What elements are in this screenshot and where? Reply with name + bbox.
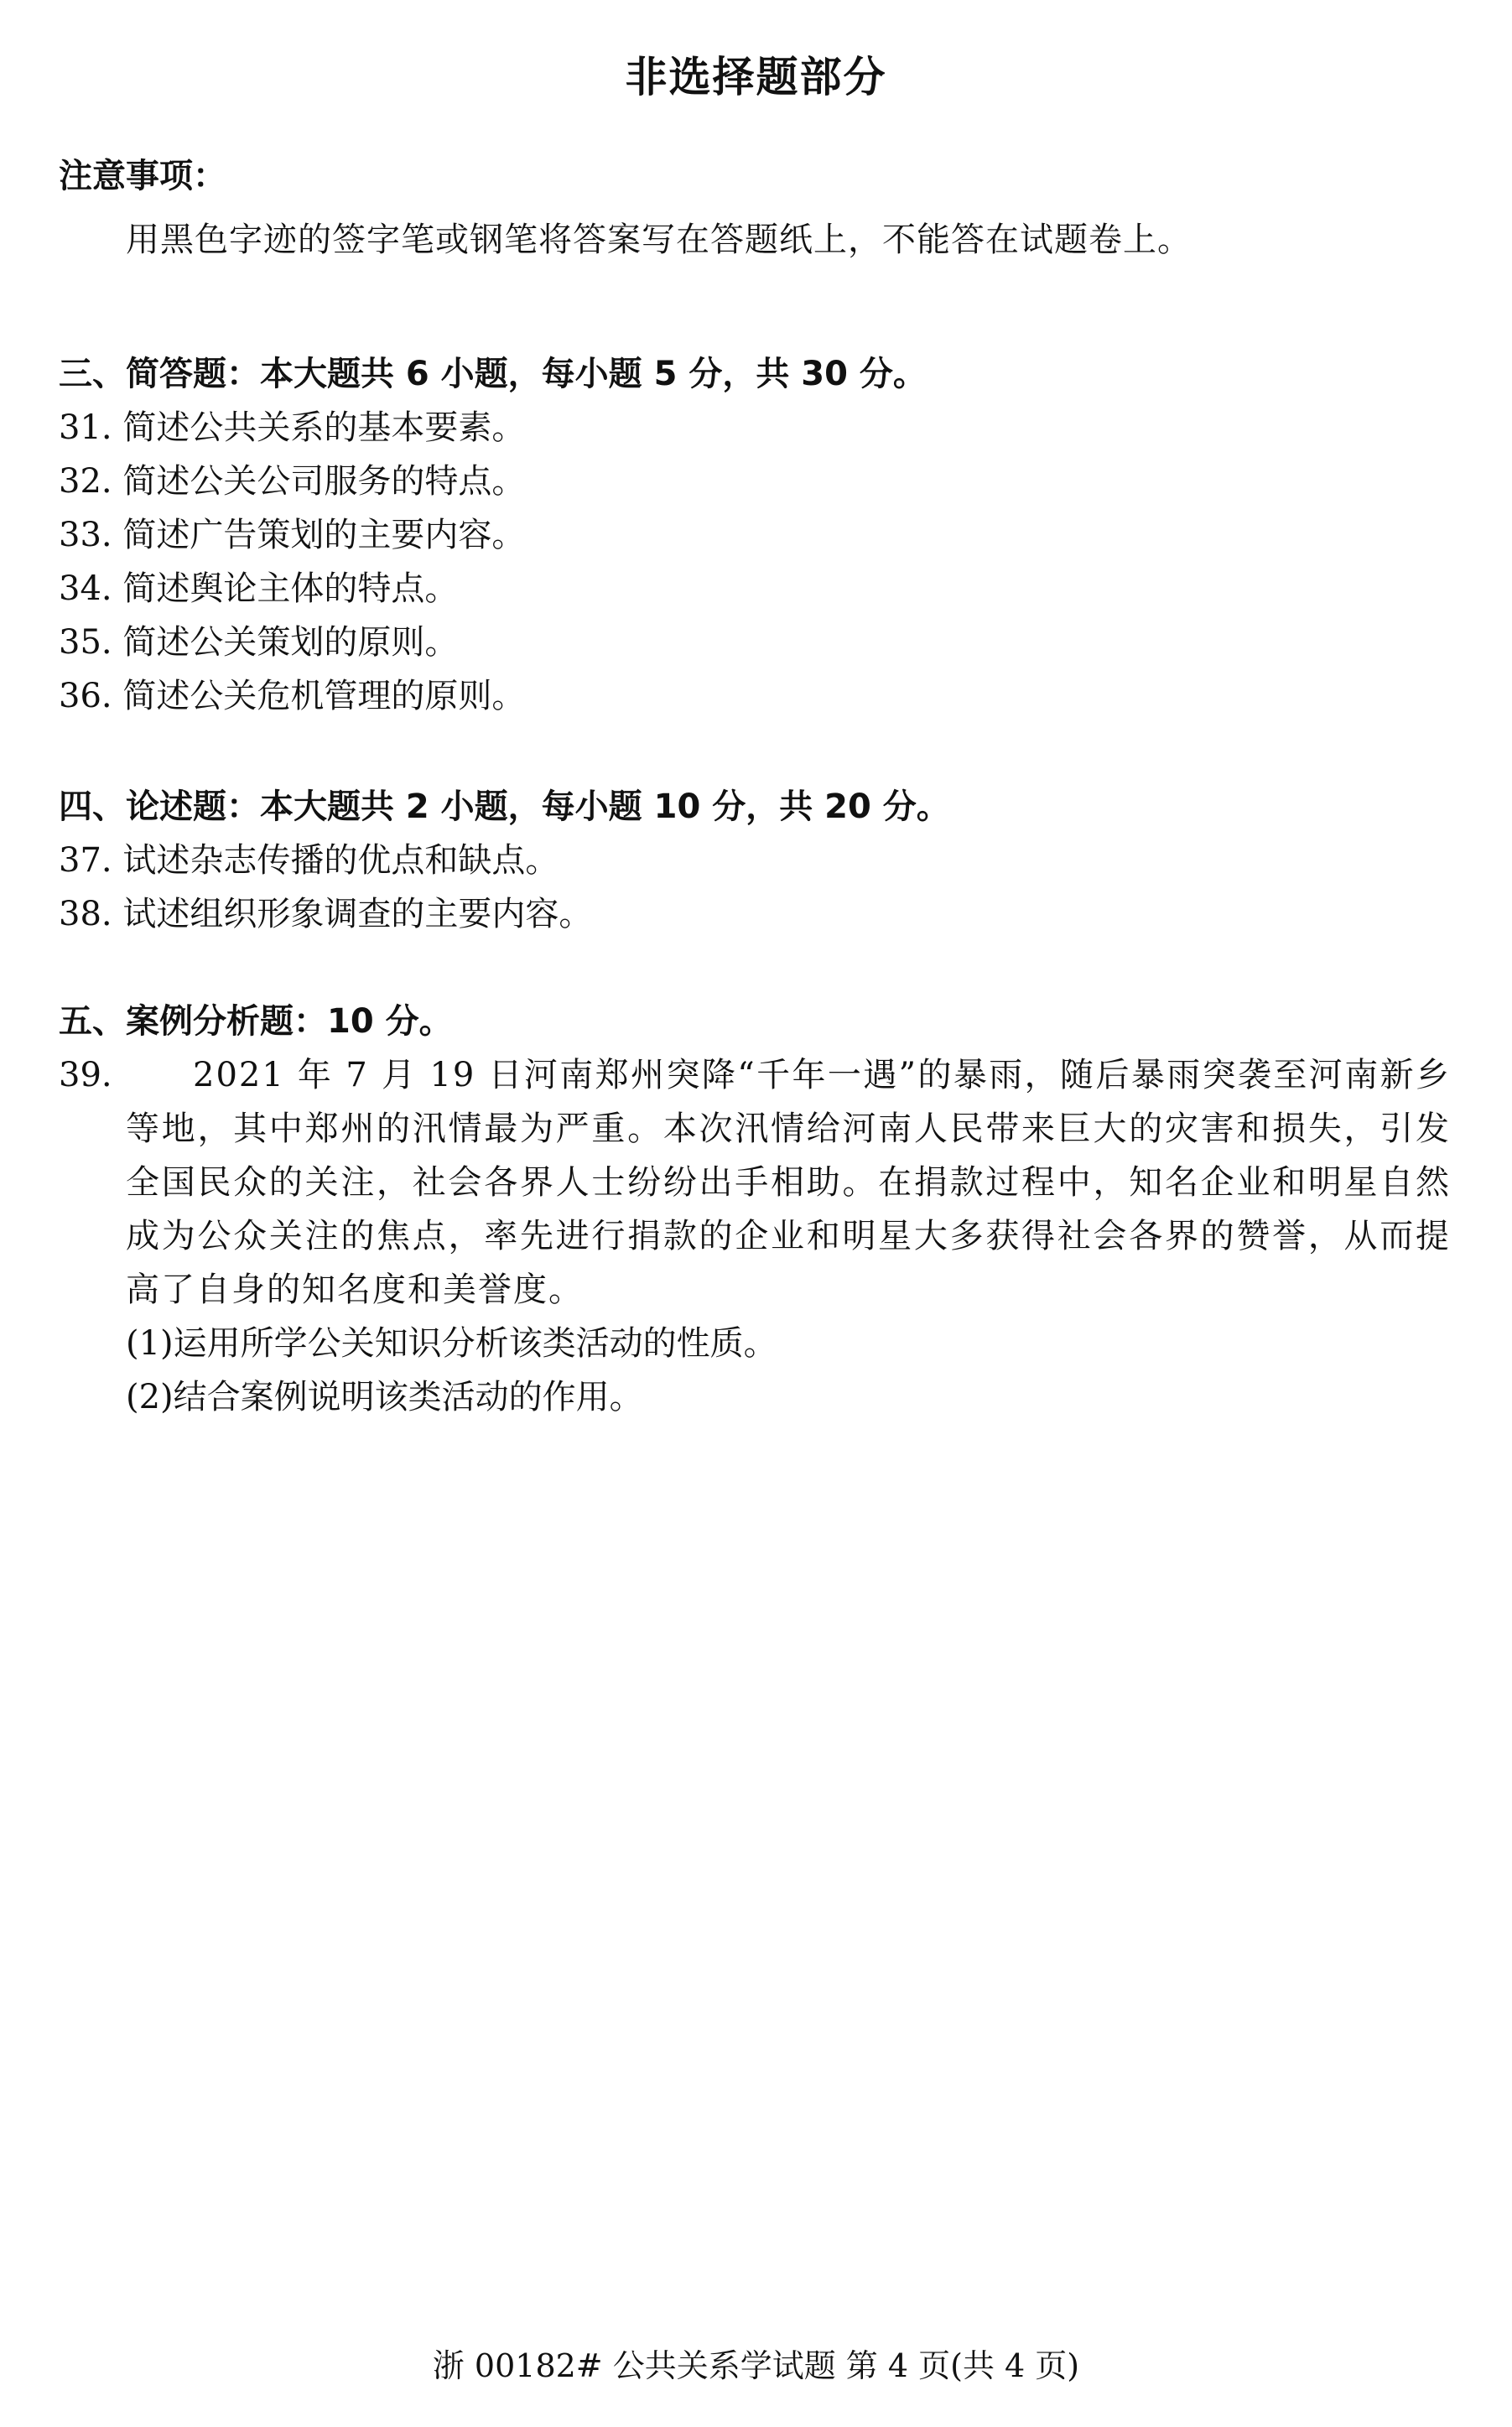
question-number: 39. [59, 1056, 112, 1094]
sub-question-2: (2)结合案例说明该类活动的作用。 [126, 1378, 643, 1416]
question-33: 33. 简述广告策划的主要内容。 [59, 516, 526, 554]
question-35: 35. 简述公关策划的原则。 [59, 623, 459, 662]
essay-section [59, 780, 1468, 941]
case-text: 2021 年 7 月 19 日河南郑州突降“千年一遇”的暴雨，随后暴雨突袭至河南新乡等地，其中郑州的汛情最为严重。本次汛情给河南人民带来巨大的灾害和损失，引发全国民众的关注，社会各界人士纷纷出手相助。在捐款过程中，知名企业和明星自然成为公众关注的焦点，率先进行捐款的企业和明星大多获得社会各界的赞誉，从而提高了自身的知名度和美誉度。 [126, 1056, 1451, 1309]
question-37: 37. 试述杂志传播的优点和缺点。 [59, 841, 559, 880]
question-34: 34. 简述舆论主体的特点。 [59, 569, 459, 608]
short-answer-section [59, 347, 1468, 723]
question-36: 36. 简述公关危机管理的原则。 [59, 677, 526, 715]
question-31: 31. 简述公共关系的基本要素。 [59, 408, 526, 447]
notice-heading: 注意事项： [59, 157, 226, 195]
question-38: 38. 试述组织形象调查的主要内容。 [59, 895, 593, 933]
question-39 [59, 1048, 1468, 1317]
case-section [59, 995, 1468, 1424]
section-heading: 五、案例分析题：10 分。 [59, 1002, 453, 1041]
question-32: 32. 简述公关公司服务的特点。 [59, 462, 526, 501]
sub-question-1: (1)运用所学公关知识分析该类活动的性质。 [126, 1324, 777, 1363]
section-heading: 四、论述题：本大题共 2 小题，每小题 10 分，共 20 分。 [59, 787, 950, 826]
notice-text: 用黑色字迹的签字笔或钢笔将答案写在答题纸上，不能答在试题卷上。 [126, 221, 1192, 259]
page-title: 非选择题部分 [625, 53, 887, 101]
section-heading: 三、简答题：本大题共 6 小题，每小题 5 分，共 30 分。 [59, 355, 927, 393]
page-footer: 浙 00182# 公共关系学试题 第 4 页(共 4 页) [432, 2347, 1080, 2384]
case-text-container [126, 1048, 1468, 1317]
